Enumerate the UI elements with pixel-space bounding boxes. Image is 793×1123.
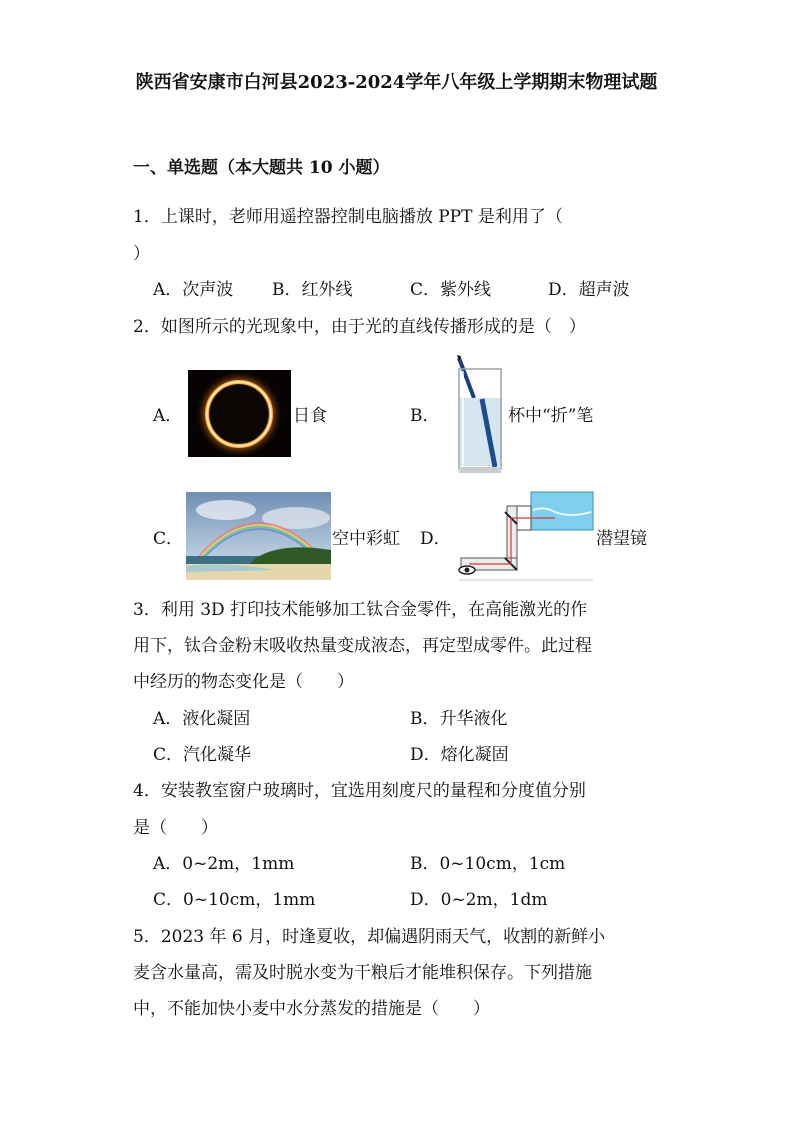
q2-stem: 2．如图所示的光现象中，由于光的直线传播形成的是（ ） (133, 317, 586, 337)
q2-option-a-caption: 日食 (293, 406, 327, 426)
q5-stem-line3: 中，不能加快小麦中水分蒸发的措施是（ ） (133, 999, 490, 1019)
pencil-in-glass-image (455, 355, 505, 475)
q2-option-a-label: A． (153, 406, 183, 426)
q2-option-c-caption: 空中彩虹 (332, 529, 400, 549)
q2-option-d-label: D． (420, 529, 451, 549)
rainbow-graphic (186, 492, 331, 580)
q4-option-a: A．0~2m，1mm (153, 854, 295, 874)
q4-option-b: B．0~10cm，1cm (410, 854, 566, 874)
q1-stem-line2: ） (133, 244, 150, 264)
page-title: 陕西省安康市白河县2023-2024学年八年级上学期期末物理试题 (135, 72, 658, 93)
solar-eclipse-graphic (188, 370, 291, 457)
section-heading: 一、单选题（本大题共 10 小题） (133, 158, 390, 178)
q4-option-c: C．0~10cm，1mm (153, 890, 316, 910)
q1-option-c: C．紫外线 (410, 280, 492, 300)
q3-option-b: B．升华液化 (410, 709, 508, 729)
q2-option-b-caption: 杯中“折”笔 (508, 406, 594, 426)
q3-option-c: C．汽化凝华 (153, 745, 252, 765)
q3-stem-line3: 中经历的物态变化是（ ） (133, 672, 354, 692)
q4-stem-line2: 是（ ） (133, 818, 218, 838)
q1-option-d: D．超声波 (548, 280, 630, 300)
q3-option-d: D．熔化凝固 (410, 745, 509, 765)
q2-option-b-label: B． (410, 406, 440, 426)
q5-stem-line2: 麦含水量高，需及时脱水变为干粮后才能堆积保存。下列措施 (133, 963, 592, 983)
q1-option-a: A．次声波 (153, 280, 234, 300)
q5-stem-line1: 5．2023 年 6 月，时逢夏收，却偏遇阴雨天气，收割的新鲜小 (133, 927, 606, 947)
q2-option-c-label: C． (153, 529, 184, 549)
pencil-in-glass-graphic (455, 355, 505, 475)
q3-option-a: A．液化凝固 (153, 709, 251, 729)
q4-stem-line1: 4．安装教室窗户玻璃时，宜选用刻度尺的量程和分度值分别 (133, 781, 586, 801)
solar-eclipse-image (188, 370, 291, 457)
q4-option-d: D．0~2m，1dm (410, 890, 548, 910)
periscope-graphic (455, 490, 595, 585)
periscope-image (455, 490, 595, 585)
q3-stem-line1: 3．利用 3D 打印技术能够加工钛合金零件，在高能激光的作 (133, 600, 588, 620)
q1-option-b: B．红外线 (272, 280, 353, 300)
q1-stem-line1: 1．上课时，老师用遥控器控制电脑播放 PPT 是利用了（ (133, 207, 563, 227)
rainbow-image (186, 492, 331, 580)
q3-stem-line2: 用下，钛合金粉末吸收热量变成液态，再定型成零件。此过程 (133, 636, 592, 656)
q2-option-d-caption: 潜望镜 (596, 529, 647, 549)
